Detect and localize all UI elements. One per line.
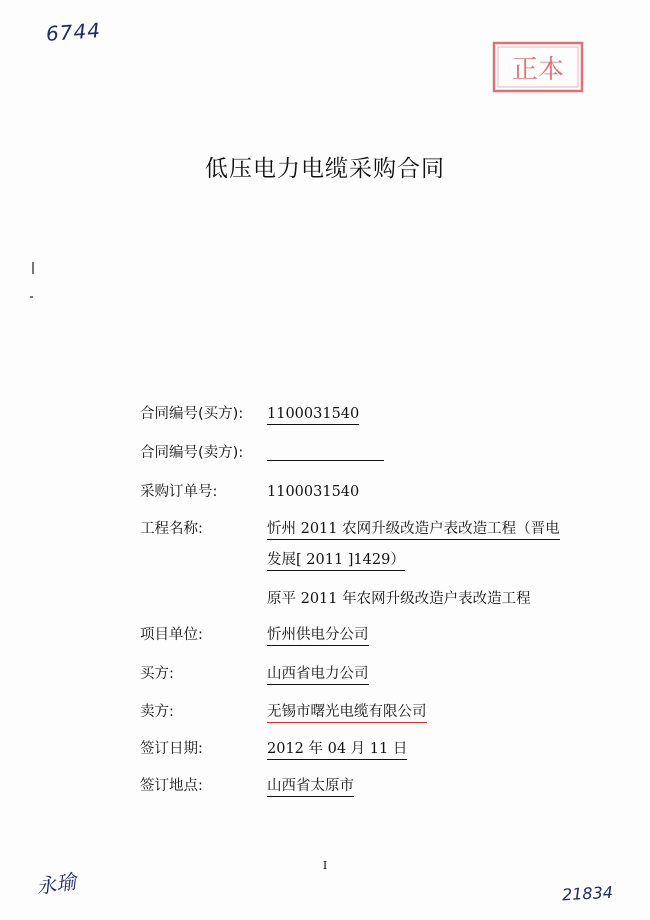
field-value: 1100031540 xyxy=(267,484,360,500)
page-number: I xyxy=(322,859,328,872)
handwritten-note-bottom-left: 永瑜 xyxy=(34,869,78,899)
field-label: 工程名称: xyxy=(140,521,203,537)
field-label: 签订地点: xyxy=(140,778,203,794)
project-name-line-1: 忻州 2011 农网升级改造户表改造工程（晋电 xyxy=(267,519,560,540)
field-value: 山西省太原市 xyxy=(267,776,354,797)
field-value: 2012 年 04 月 11 日 xyxy=(267,739,407,760)
field-label: 采购订单号: xyxy=(140,484,218,500)
stamp-text: 正本 xyxy=(511,55,565,85)
field-value: 无锡市曙光电缆有限公司 xyxy=(267,702,427,723)
project-name-line-2: 发展[ 2011 ]1429） xyxy=(267,550,405,571)
scan-mark xyxy=(32,262,34,274)
project-name-line-3: 原平 2011 年农网升级改造户表改造工程 xyxy=(267,591,531,607)
field-value: 1100031540 xyxy=(267,404,359,425)
field-label: 签订日期: xyxy=(140,741,203,757)
blank-underline xyxy=(267,460,384,461)
stamp-seal xyxy=(491,40,585,94)
handwritten-note-top: 6744 xyxy=(45,18,102,46)
field-value: 忻州供电分公司 xyxy=(267,625,369,646)
document-title: 低压电力电缆采购合同 xyxy=(205,156,445,182)
field-label: 卖方: xyxy=(140,704,174,720)
scan-mark xyxy=(30,296,33,298)
field-label: 项目单位: xyxy=(140,627,203,643)
field-label: 合同编号(卖方): xyxy=(140,445,244,461)
handwritten-note-bottom-right: 21834 xyxy=(561,882,614,905)
field-value: 山西省电力公司 xyxy=(267,664,369,685)
field-label: 合同编号(买方): xyxy=(140,406,244,422)
field-label: 买方: xyxy=(140,666,174,682)
